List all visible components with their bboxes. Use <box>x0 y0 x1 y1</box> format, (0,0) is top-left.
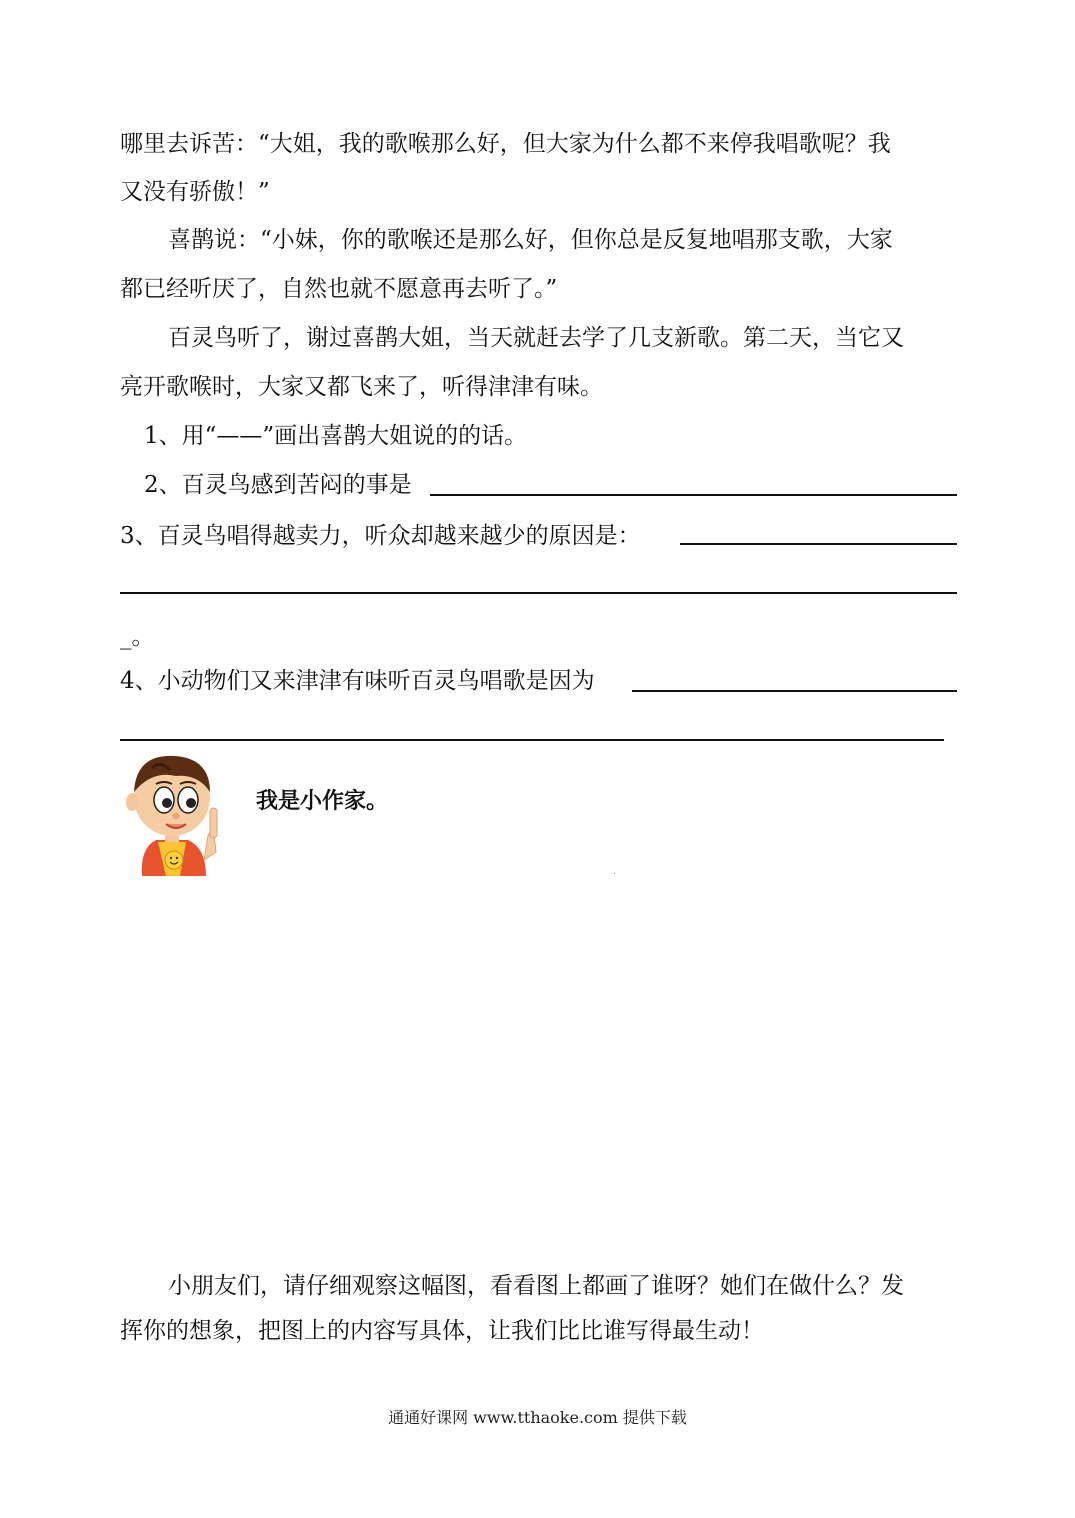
stray-dot <box>614 873 615 874</box>
page-footer: 通通好课网 www.tthaoke.com 提供下载 <box>388 1408 687 1427</box>
answer-line-4b[interactable] <box>120 739 944 741</box>
answer-line-3b[interactable] <box>120 592 957 594</box>
story-line-4: 都已经听厌了，自然也就不愿意再去听了。” <box>120 276 558 302</box>
answer-line-4a[interactable] <box>632 690 957 692</box>
composition-heading: 我是小作家。 <box>256 789 389 814</box>
question-3-end: _。 <box>120 624 155 650</box>
answer-line-3a[interactable] <box>680 543 957 545</box>
question-1: 1、用“——”画出喜鹊大姐说的的话。 <box>144 423 528 449</box>
story-line-2: 又没有骄傲！” <box>120 179 270 205</box>
boy-pointing-illustration <box>118 748 234 876</box>
question-3: 3、百灵鸟唱得越卖力，听众却越来越少的原因是： <box>120 523 641 549</box>
story-line-3: 喜鹊说：“小妹，你的歌喉还是那么好，但你总是反复地唱那支歌，大家 <box>168 227 893 253</box>
story-line-6: 亮开歌喉时，大家又都飞来了，听得津津有味。 <box>120 374 603 400</box>
question-4: 4、小动物们又来津津有味听百灵鸟唱歌是因为 <box>120 668 595 694</box>
composition-prompt-line-1: 小朋友们，请仔细观察这幅图，看看图上都画了谁呀？她们在做什么？发 <box>168 1273 904 1299</box>
composition-prompt-line-2: 挥你的想象，把图上的内容写具体，让我们比比谁写得最生动！ <box>120 1318 764 1344</box>
story-line-5: 百灵鸟听了，谢过喜鹊大姐，当天就赶去学了几支新歌。第二天，当它又 <box>168 325 904 351</box>
question-2: 2、百灵鸟感到苦闷的事是 <box>144 472 412 498</box>
answer-line-2[interactable] <box>430 494 957 496</box>
story-line-1: 哪里去诉苦：“大姐，我的歌喉那么好，但大家为什么都不来停我唱歌呢？我 <box>120 131 891 157</box>
